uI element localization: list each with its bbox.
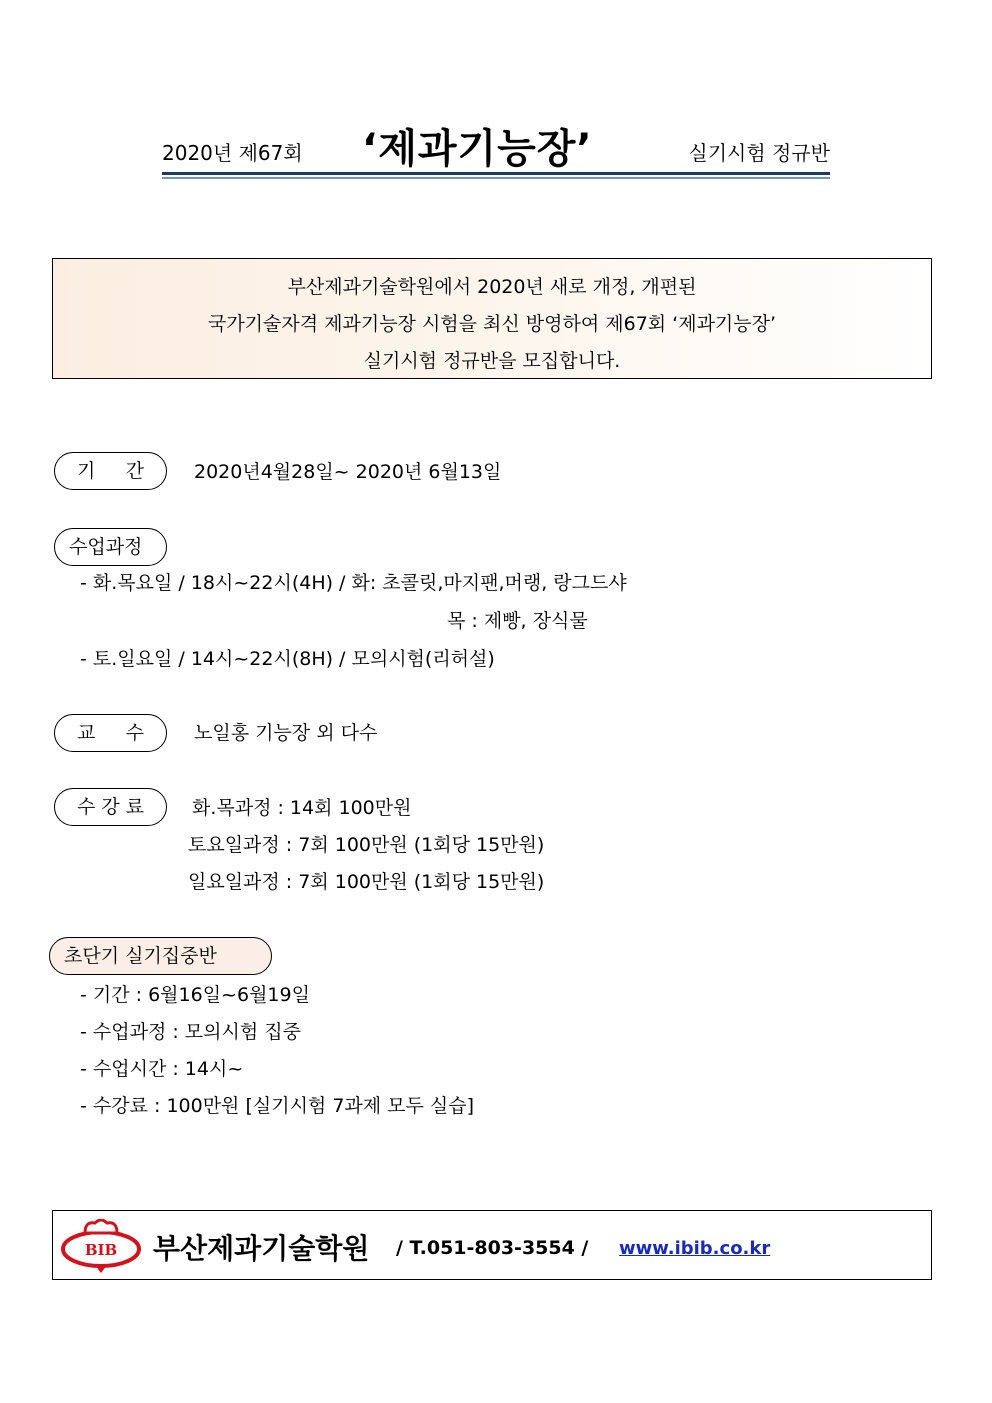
intro-line-3: 실기시험 정규반을 모집합니다.: [363, 350, 621, 372]
website-link[interactable]: www.ibib.co.kr: [619, 1238, 771, 1259]
instructor-value: 노일홍 기능장 외 다수: [194, 722, 378, 744]
period-label: 기 간: [54, 452, 167, 490]
academy-name: 부산제과기술학원: [153, 1232, 370, 1265]
fee-line-2: 토요일과정 : 7회 100만원 (1회당 15만원): [188, 834, 545, 856]
title-underline-thin: [162, 177, 830, 179]
title-suffix: 실기시험 정규반: [688, 141, 830, 165]
logo-text: BIB: [84, 1241, 118, 1259]
intro-line-2: 국가기술자격 제과기능장 시험을 최신 방영하여 제67회 ‘제과기능장’: [207, 313, 777, 335]
intensive-item: - 수강료 : 100만원 [실기시험 7과제 모두 실습]: [80, 1095, 475, 1117]
instructor-label: 교 수: [54, 714, 167, 752]
fee-label: 수 강 료: [54, 788, 167, 826]
title-underline: [162, 172, 830, 175]
intensive-item: - 수업과정 : 모의시험 집중: [80, 1021, 301, 1043]
intensive-label: 초단기 실기집중반: [49, 937, 272, 975]
intensive-item: - 수업시간 : 14시~: [80, 1058, 244, 1080]
title-main: ‘제과기능장’: [362, 126, 593, 172]
course-label: 수업과정: [54, 528, 167, 566]
intro-box: [52, 258, 932, 379]
fee-line-3: 일요일과정 : 7회 100만원 (1회당 15만원): [188, 871, 545, 893]
fee-line-1: 화.목과정 : 14회 100만원: [192, 797, 412, 819]
bib-logo-icon: [59, 1219, 143, 1275]
course-line-2: 목 : 제빵, 장식물: [447, 610, 588, 632]
title-prefix: 2020년 제67회: [162, 141, 303, 165]
intro-line-1: 부산제과기술학원에서 2020년 새로 개정, 개편된: [287, 276, 697, 298]
intensive-item: - 기간 : 6월16일~6월19일: [80, 984, 310, 1006]
period-value: 2020년4월28일~ 2020년 6월13일: [194, 461, 502, 483]
phone-number: / T.051-803-3554 /: [396, 1237, 589, 1259]
course-line-3: - 토.일요일 / 14시~22시(8H) / 모의시험(리허설): [80, 648, 495, 670]
course-line-1: - 화.목요일 / 18시~22시(4H) / 화: 초콜릿,마지팬,머랭, 랑그드샤: [80, 572, 627, 594]
footer-box: [52, 1210, 932, 1280]
document-title: [162, 118, 830, 176]
